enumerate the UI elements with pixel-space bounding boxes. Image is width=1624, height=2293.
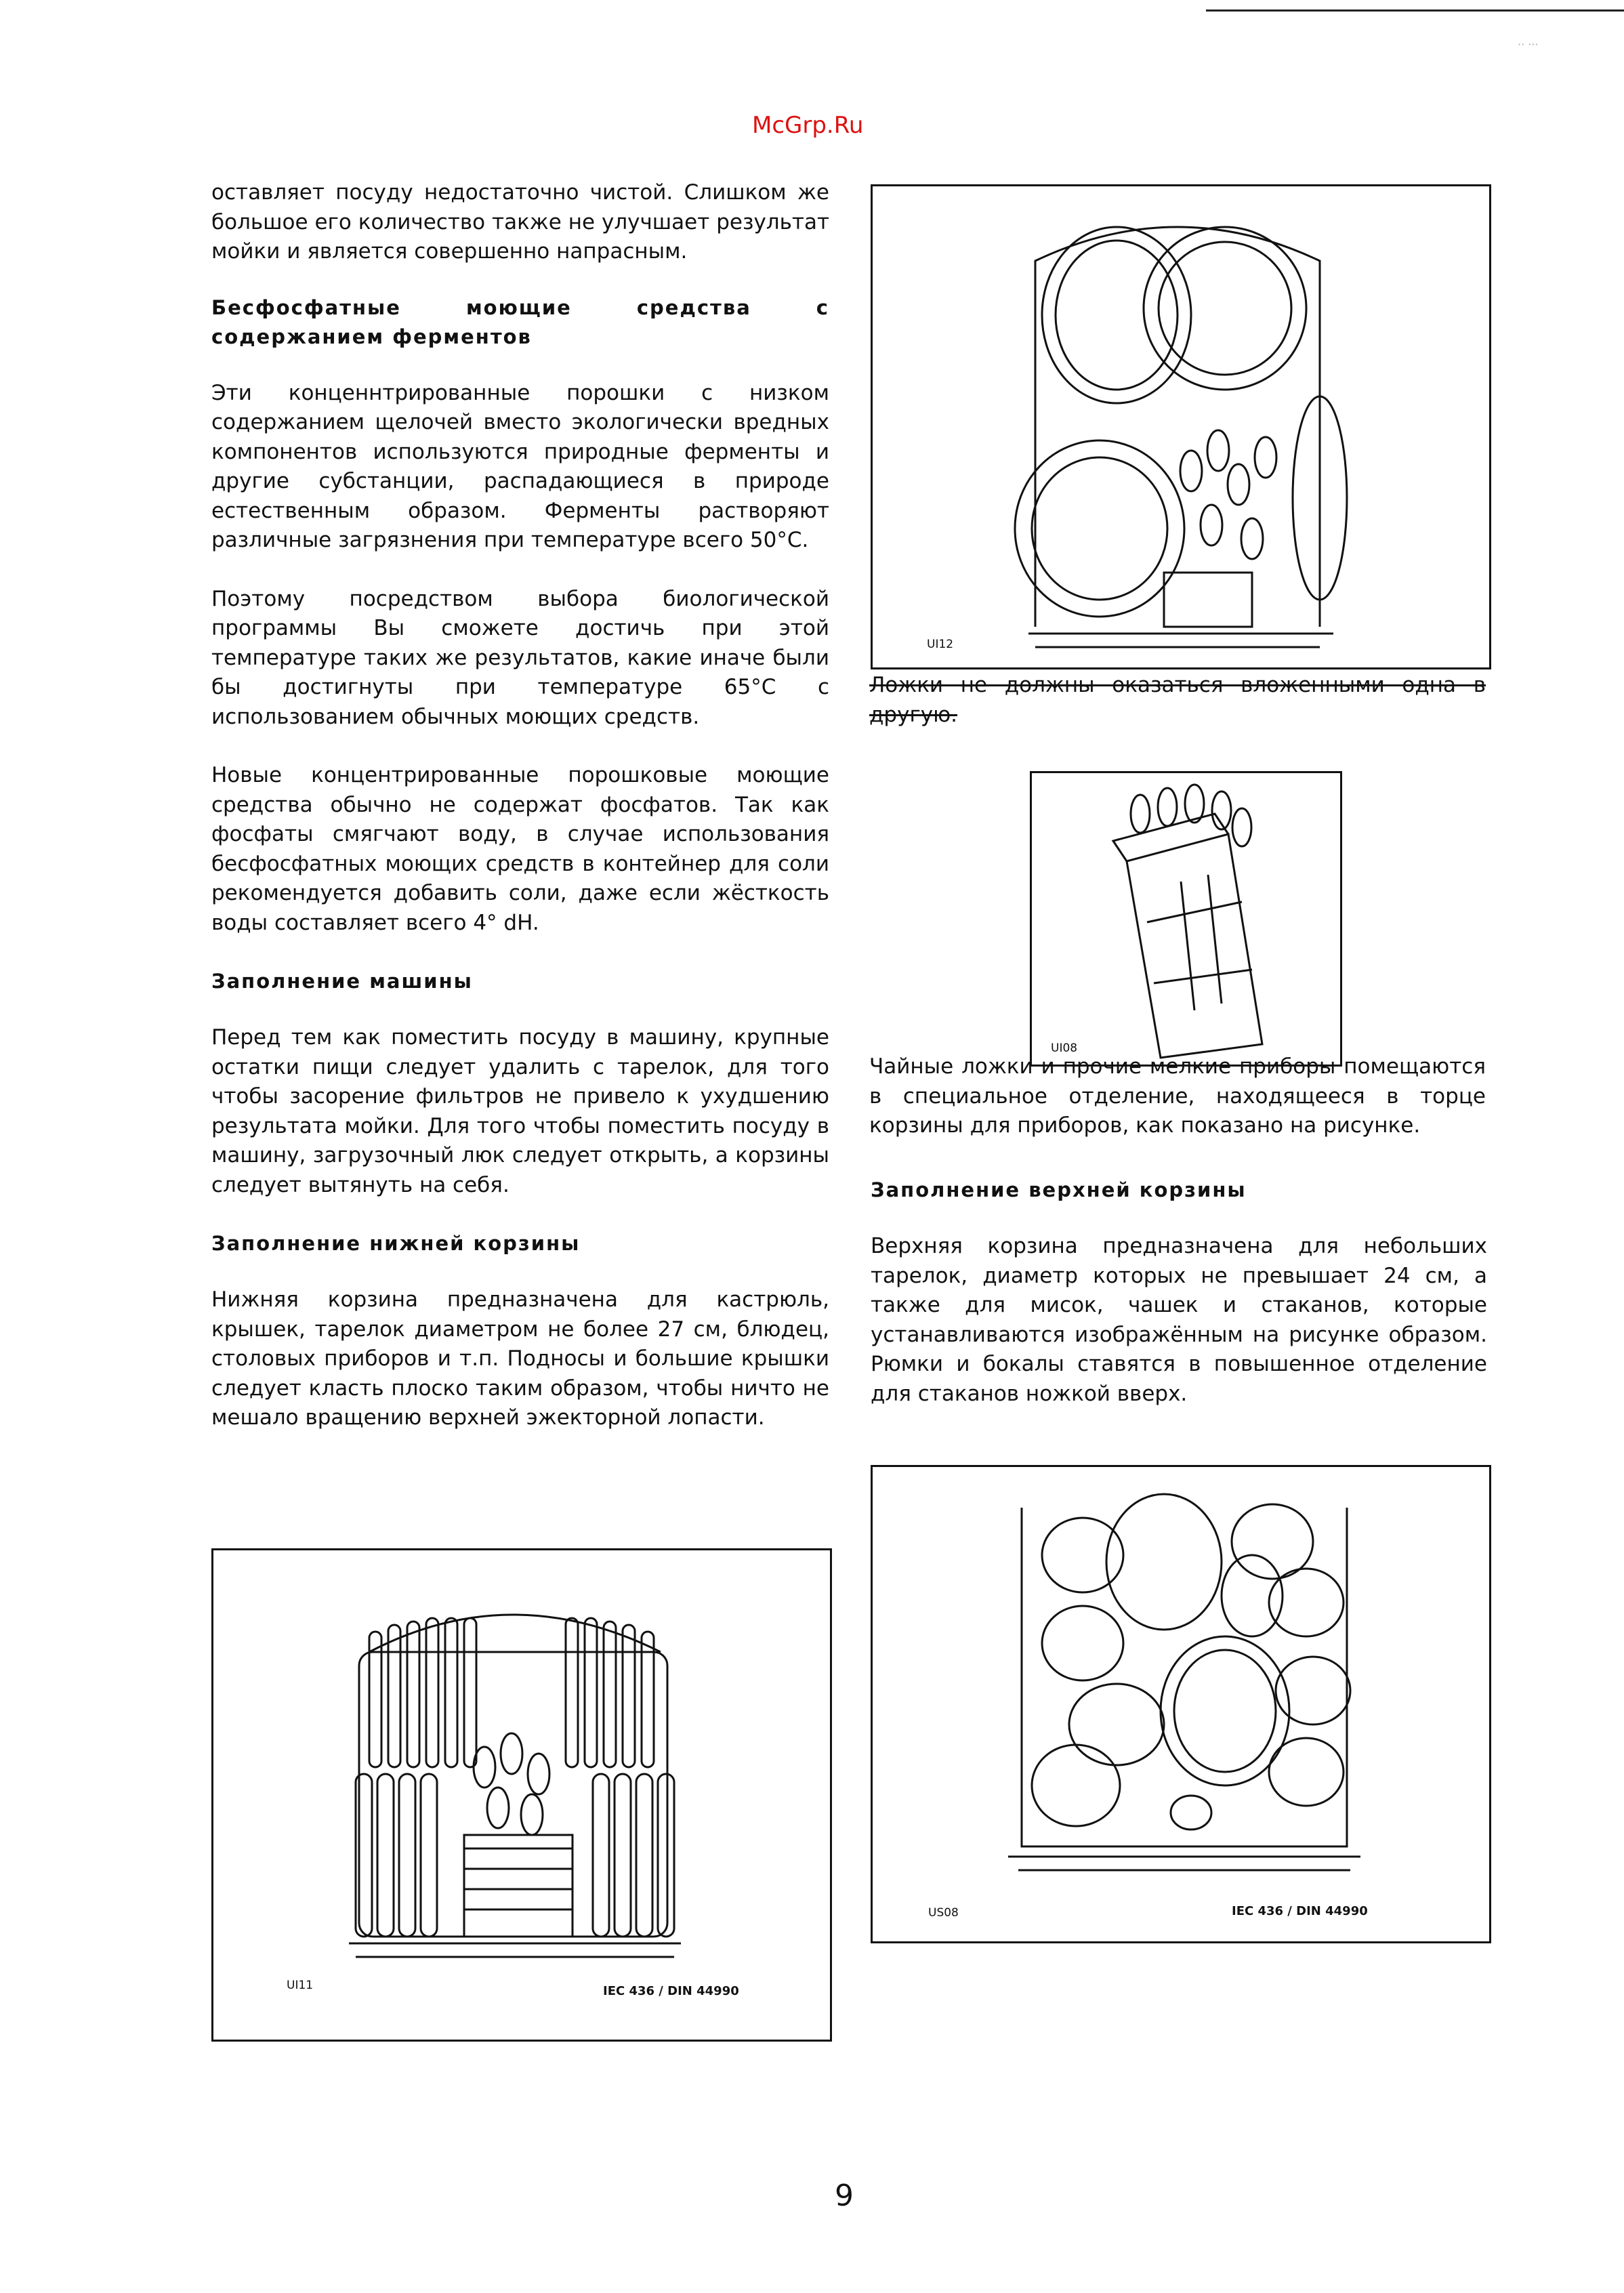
caption-spoons bbox=[869, 671, 1486, 730]
right-column-upper bbox=[871, 1176, 1487, 1438]
cutlery-lower-drawing bbox=[873, 186, 1489, 667]
paragraph-lower-basket: Нижняя корзина предназначена для кастрюль, крышек, тарелок диаметром не более 27 см, блюдец, столовых приборов и т.п. Подносы и большие крышки следует класть плоско таким образом, чтобы ничто не мешало вращению верхней эжекторной лопасти. bbox=[211, 1287, 829, 1430]
fig-label-ui08: UI08 bbox=[1051, 1041, 1078, 1055]
paragraph-concentrated: Новые концентрированные порошковые моющие средства обычно не содержат фосфатов. Так как фосфаты смягчают воду, в случае использования бесфосфатных моющих средств в контейнер для соли рекомендуется добавить соли, даже если жёсткость воды составляет всего 4° dH. bbox=[211, 763, 829, 935]
scan-noise: ·· ··· bbox=[1518, 38, 1539, 51]
heading-filling-machine: Заполнение машины bbox=[211, 970, 473, 993]
paragraph-detergent-amount: оставляет посуду недостаточно чистой. Слишком же большое его количество также не улучшает результат мойки и является совершенно напрасным. bbox=[211, 180, 829, 264]
paragraph-enzymes: Эти конценнтрированные порошки с низком содержанием щелочей вместо экологически вредных компонентов используются природные ферменты и другие субстанции, распадающиеся в природе естественным образом. Ферменты растворяют различные загрязнения при температуре всего 50°С. bbox=[211, 380, 829, 552]
paragraph-filling: Перед тем как поместить посуду в машину, крупные остатки пищи следует удалить с тарелок, для того чтобы засорение фильтров не привело к ухудшению результата мойки. Для того чтобы поместить посуду в машину, загрузочный люк следует открыть, а корзины следует вытянуть на себя. bbox=[211, 1025, 829, 1197]
fig-label-ui11: UI11 bbox=[287, 1979, 314, 1992]
figure-lower-basket bbox=[211, 1548, 832, 2042]
fig-std-us08: IEC 436 / DIN 44990 bbox=[1232, 1904, 1368, 1918]
fig-label-us08: US08 bbox=[928, 1906, 959, 1920]
watermark: McGrp.Ru bbox=[752, 112, 864, 139]
heading-upper-basket: Заполнение верхней корзины bbox=[871, 1178, 1247, 1201]
paragraph-bio-program: Поэтому посредством выбора биологической программы Вы сможете достичь при этой температуре таких же результатов, какие иначе были бы достигнуты при температуре 65°С с использованием обычных моющих средств. bbox=[211, 586, 829, 729]
page-number: 9 bbox=[835, 2178, 854, 2213]
cutlery-basket-drawing bbox=[1032, 773, 1340, 1065]
caption-spoons-text: Ложки не должны оказаться вложенными одна в другую. bbox=[869, 673, 1486, 727]
fig-label-ui12: UI12 bbox=[927, 638, 954, 651]
top-rule bbox=[1206, 9, 1624, 12]
heading-lower-basket: Заполнение нижней корзины bbox=[211, 1232, 581, 1255]
figure-upper-basket bbox=[871, 1465, 1491, 1943]
upper-basket-drawing bbox=[873, 1467, 1489, 1941]
figure-cutlery-lower bbox=[871, 184, 1491, 669]
caption-teaspoons: Чайные ложки и прочие мелкие приборы помещаются в специальное отделение, находящееся в торце корзины для приборов, как показано на рисунке. bbox=[869, 1054, 1486, 1138]
figure-cutlery-basket bbox=[1030, 771, 1342, 1067]
fig-std-ui11: IEC 436 / DIN 44990 bbox=[603, 1984, 739, 1998]
paragraph-upper-basket: Верхняя корзина предназначена для небольших тарелок, диаметр которых не превышает 24 см, а также для мисок, чашек и стаканов, которые устанавливаются изображённым на рисунке образом. Рюмки и бокалы ставятся в повышенное отделение для стаканов ножкой вверх. bbox=[871, 1234, 1487, 1406]
lower-basket-drawing bbox=[213, 1550, 830, 2040]
left-column bbox=[211, 178, 829, 1462]
heading-phosphate-free: Бесфосфатные моющие средства с содержанием ферментов bbox=[211, 295, 829, 348]
